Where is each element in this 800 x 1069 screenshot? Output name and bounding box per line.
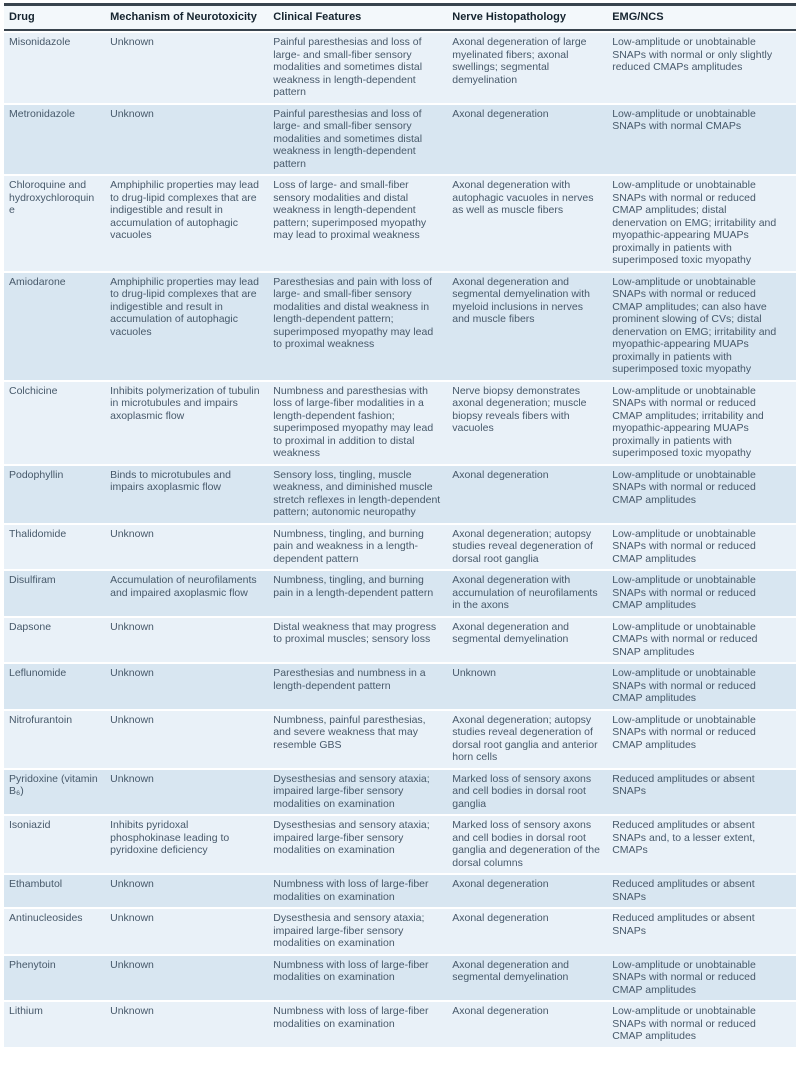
cell-mechanism: Unknown [110, 664, 273, 709]
cell-mechanism: Amphiphilic properties may lead to drug-lipid complexes that are indigestible and result in accumulation of autophagic vacuoles [110, 176, 273, 271]
table-row [4, 909, 796, 954]
cell-histopathology: Axonal degeneration and segmental demyelination [452, 618, 612, 663]
cell-drug: Colchicine [4, 382, 110, 464]
cell-clinical: Dysesthesias and sensory ataxia; impaired large-fiber sensory modalities on examination [273, 770, 452, 815]
table-row [4, 618, 796, 663]
cell-drug: Misonidazole [4, 33, 110, 103]
cell-mechanism: Inhibits pyridoxal phosphokinase leading to pyridoxine deficiency [110, 816, 273, 873]
table-row [4, 382, 796, 464]
cell-emg: Reduced amplitudes or absent SNAPs [612, 770, 796, 815]
cell-mechanism: Unknown [110, 105, 273, 175]
cell-clinical: Dysesthesias and sensory ataxia; impaired large-fiber sensory modalities on examination [273, 816, 452, 873]
table-row [4, 525, 796, 570]
cell-clinical: Distal weakness that may progress to proximal muscles; sensory loss [273, 618, 452, 663]
cell-drug: Amiodarone [4, 273, 110, 380]
table-row [4, 664, 796, 709]
cell-mechanism: Binds to microtubules and impairs axoplasmic flow [110, 466, 273, 523]
cell-mechanism: Unknown [110, 956, 273, 1001]
table-row [4, 770, 796, 815]
cell-histopathology: Axonal degeneration; autopsy studies reveal degeneration of dorsal root ganglia [452, 525, 612, 570]
cell-emg: Low-amplitude or unobtainable SNAPs with normal or only slightly reduced CMAPs amplitudes [612, 33, 796, 103]
cell-drug: Nitrofurantoin [4, 711, 110, 768]
cell-mechanism: Unknown [110, 618, 273, 663]
column-header-drug: Drug [4, 3, 110, 31]
cell-emg: Low-amplitude or unobtainable SNAPs with normal or reduced CMAP amplitudes [612, 525, 796, 570]
cell-mechanism: Unknown [110, 525, 273, 570]
cell-emg: Low-amplitude or unobtainable SNAPs with normal or reduced CMAP amplitudes [612, 571, 796, 616]
cell-emg: Low-amplitude or unobtainable SNAPs with normal or reduced CMAP amplitudes [612, 1002, 796, 1047]
cell-histopathology: Axonal degeneration with autophagic vacuoles in nerves as well as muscle fibers [452, 176, 612, 271]
table-row [4, 273, 796, 380]
cell-clinical: Loss of large- and small-fiber sensory modalities and distal weakness in length-dependent pattern; superimposed myopathy may lead to proximal weakness [273, 176, 452, 271]
table-row [4, 105, 796, 175]
cell-mechanism: Unknown [110, 770, 273, 815]
cell-histopathology: Nerve biopsy demonstrates axonal degeneration; muscle biopsy reveals fibers with vacuoles [452, 382, 612, 464]
table-row [4, 956, 796, 1001]
cell-mechanism: Unknown [110, 909, 273, 954]
cell-histopathology: Axonal degeneration [452, 909, 612, 954]
table-row [4, 466, 796, 523]
cell-emg: Low-amplitude or unobtainable SNAPs with normal CMAPs [612, 105, 796, 175]
column-header-emg-ncs: EMG/NCS [612, 3, 796, 31]
drug-neurotoxicity-table [4, 1, 796, 1049]
cell-clinical: Paresthesias and numbness in a length-dependent pattern [273, 664, 452, 709]
cell-emg: Low-amplitude or unobtainable CMAPs with normal or reduced SNAP amplitudes [612, 618, 796, 663]
cell-drug: Chloroquine and hydroxychloroquine [4, 176, 110, 271]
cell-clinical: Numbness, tingling, and burning pain in a length-dependent pattern [273, 571, 452, 616]
column-header-mechanism: Mechanism of Neurotoxicity [110, 3, 273, 31]
cell-histopathology: Axonal degeneration with accumulation of neurofilaments in the axons [452, 571, 612, 616]
cell-histopathology: Axonal degeneration; autopsy studies reveal degeneration of dorsal root ganglia and anterior horn cells [452, 711, 612, 768]
cell-emg: Low-amplitude or unobtainable SNAPs with normal or reduced CMAP amplitudes [612, 711, 796, 768]
cell-clinical: Numbness with loss of large-fiber modalities on examination [273, 956, 452, 1001]
cell-clinical: Painful paresthesias and loss of large- and small-fiber sensory modalities and sometimes distal weakness in length-dependent pattern [273, 105, 452, 175]
cell-drug: Isoniazid [4, 816, 110, 873]
table-row [4, 711, 796, 768]
cell-emg: Reduced amplitudes or absent SNAPs [612, 909, 796, 954]
cell-drug: Thalidomide [4, 525, 110, 570]
cell-histopathology: Marked loss of sensory axons and cell bodies in dorsal root ganglia and degeneration of the dorsal columns [452, 816, 612, 873]
cell-histopathology: Axonal degeneration of large myelinated fibers; axonal swellings; segmental demyelination [452, 33, 612, 103]
cell-mechanism: Unknown [110, 875, 273, 907]
table-row [4, 33, 796, 103]
table-row [4, 816, 796, 873]
cell-clinical: Numbness, painful paresthesias, and severe weakness that may resemble GBS [273, 711, 452, 768]
cell-mechanism: Accumulation of neurofilaments and impaired axoplasmic flow [110, 571, 273, 616]
table-row [4, 176, 796, 271]
cell-clinical: Sensory loss, tingling, muscle weakness, and diminished muscle stretch reflexes in length-dependent pattern; autonomic neuropathy [273, 466, 452, 523]
cell-emg: Low-amplitude or unobtainable SNAPs with normal or reduced CMAP amplitudes [612, 956, 796, 1001]
cell-emg: Low-amplitude or unobtainable SNAPs with normal or reduced CMAP amplitudes; distal denervation on EMG; irritability and myopathic-appearing MUAPs proximally in patients with superimposed toxic myopathy [612, 176, 796, 271]
cell-emg: Reduced amplitudes or absent SNAPs [612, 875, 796, 907]
cell-histopathology: Axonal degeneration and segmental demyelination [452, 956, 612, 1001]
cell-mechanism: Inhibits polymerization of tubulin in microtubules and impairs axoplasmic flow [110, 382, 273, 464]
cell-drug: Podophyllin [4, 466, 110, 523]
cell-drug: Lithium [4, 1002, 110, 1047]
cell-histopathology: Unknown [452, 664, 612, 709]
cell-histopathology: Axonal degeneration and segmental demyelination with myeloid inclusions in nerves and muscle fibers [452, 273, 612, 380]
cell-clinical: Painful paresthesias and loss of large- and small-fiber sensory modalities and sometimes distal weakness in length-dependent pattern [273, 33, 452, 103]
cell-emg: Reduced amplitudes or absent SNAPs and, to a lesser extent, CMAPs [612, 816, 796, 873]
cell-histopathology: Axonal degeneration [452, 875, 612, 907]
cell-emg: Low-amplitude or unobtainable SNAPs with normal or reduced CMAP amplitudes [612, 664, 796, 709]
cell-drug: Pyridoxine (vitamin B₆) [4, 770, 110, 815]
cell-emg: Low-amplitude or unobtainable SNAPs with normal or reduced CMAP amplitudes; can also have prominent slowing of CVs; distal denervation on EMG; irritability and myopathic-appearing MUAPs proximally in patients with superimposed toxic myopathy [612, 273, 796, 380]
cell-histopathology: Marked loss of sensory axons and cell bodies in dorsal root ganglia [452, 770, 612, 815]
cell-emg: Low-amplitude or unobtainable SNAPs with normal or reduced CMAP amplitudes [612, 466, 796, 523]
cell-drug: Leflunomide [4, 664, 110, 709]
cell-clinical: Numbness and paresthesias with loss of large-fiber modalities in a length-dependent fashion; superimposed myopathy may lead to proximal in addition to distal weakness [273, 382, 452, 464]
cell-emg: Low-amplitude or unobtainable SNAPs with normal or reduced CMAP amplitudes; irritability and myopathic-appearing MUAPs proximally in patients with superimposed toxic myopathy [612, 382, 796, 464]
cell-clinical: Numbness with loss of large-fiber modalities on examination [273, 1002, 452, 1047]
cell-histopathology: Axonal degeneration [452, 105, 612, 175]
table-row [4, 875, 796, 907]
cell-mechanism: Unknown [110, 33, 273, 103]
column-header-nerve-histopathology: Nerve Histopathology [452, 3, 612, 31]
cell-histopathology: Axonal degeneration [452, 1002, 612, 1047]
cell-drug: Ethambutol [4, 875, 110, 907]
cell-clinical: Numbness with loss of large-fiber modalities on examination [273, 875, 452, 907]
cell-mechanism: Amphiphilic properties may lead to drug-lipid complexes that are indigestible and result in accumulation of autophagic vacuoles [110, 273, 273, 380]
cell-drug: Antinucleosides [4, 909, 110, 954]
cell-drug: Disulfiram [4, 571, 110, 616]
cell-clinical: Paresthesias and pain with loss of large- and small-fiber sensory modalities and distal weakness in length-dependent pattern; superimposed myopathy may lead to proximal weakness [273, 273, 452, 380]
table-row [4, 571, 796, 616]
cell-drug: Metronidazole [4, 105, 110, 175]
cell-histopathology: Axonal degeneration [452, 466, 612, 523]
cell-mechanism: Unknown [110, 711, 273, 768]
table-row [4, 1002, 796, 1047]
cell-mechanism: Unknown [110, 1002, 273, 1047]
cell-drug: Dapsone [4, 618, 110, 663]
cell-clinical: Numbness, tingling, and burning pain and weakness in a length-dependent pattern [273, 525, 452, 570]
column-header-clinical-features: Clinical Features [273, 3, 452, 31]
cell-clinical: Dysesthesia and sensory ataxia; impaired large-fiber sensory modalities on examination [273, 909, 452, 954]
cell-drug: Phenytoin [4, 956, 110, 1001]
table-header-row [4, 3, 796, 31]
